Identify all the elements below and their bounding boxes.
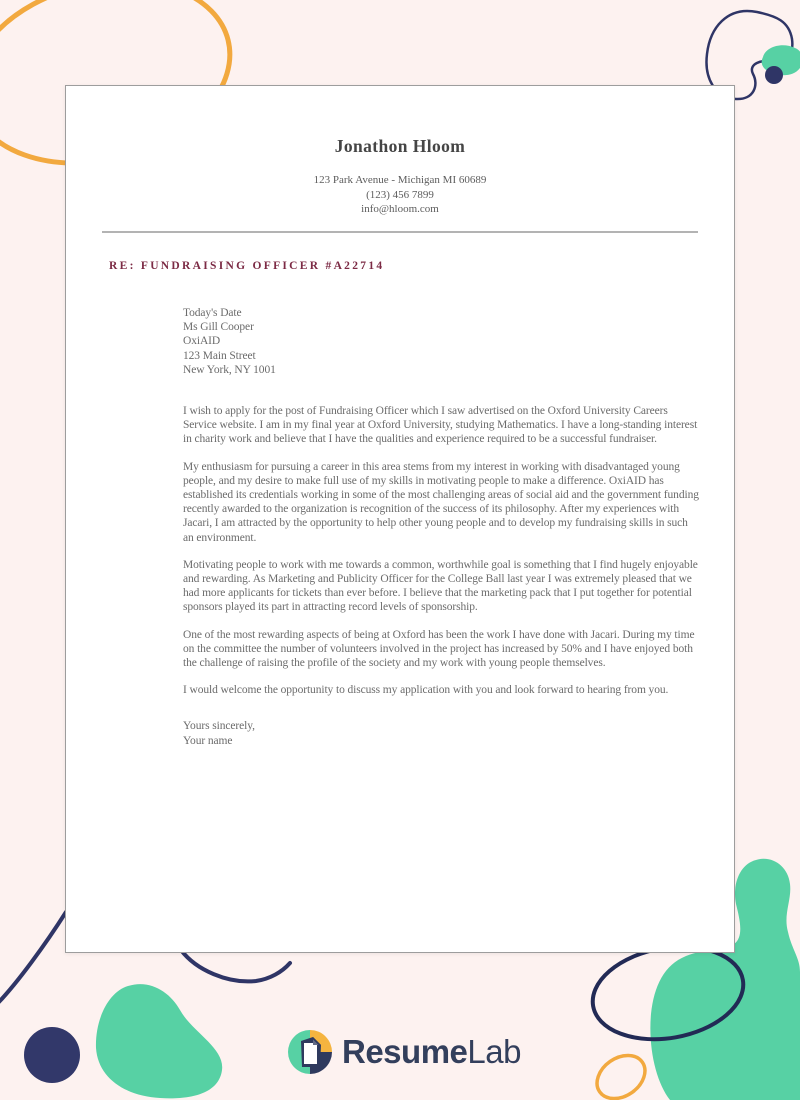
yellow-egg-outline xyxy=(589,1047,653,1100)
letter-paragraph: One of the most rewarding aspects of being at Oxford has been the work I have done with Jacari. During my time on the committee the number of volunteers involved in the project has increased by 50% and I have enjoyed both the challenge of raising the profile of the society and my work with young people themselves. xyxy=(183,628,695,670)
recipient-line: Ms Gill Cooper xyxy=(183,321,254,334)
recipient-line: Today's Date xyxy=(183,307,242,319)
logo-text-bold: Resume xyxy=(342,1033,468,1070)
closing-line: Yours sincerely, xyxy=(183,720,255,733)
recipient-line: OxiAID xyxy=(183,335,221,348)
logo-text-light: Lab xyxy=(467,1033,521,1070)
teal-blob-bottom-left xyxy=(96,984,222,1098)
letter-paragraph: I wish to apply for the post of Fundraising Officer which I saw advertised on the Oxford University Careers Service website. I am in my final year at Oxford University, studying Mathematics. I have a long-standing interest in charity work and believe that I have the qualities and experience required to be a successful fundraiser. xyxy=(183,405,698,446)
navy-dot xyxy=(765,66,783,84)
navy-arc-left xyxy=(0,912,66,1003)
contact-block xyxy=(66,173,734,217)
letter-body xyxy=(183,306,700,748)
recipient-block xyxy=(183,306,700,377)
letter-paragraph: Motivating people to work with me towards a common, worthwhile goal is something that I find hugely enjoyable and rewarding. As Marketing and Publicity Officer for the College Ball last year I was extremely pleased that we had more applicants for tickets than ever before. I believe that the marketing pack that I put together for potential sponsors played its part in attracting record levels of sponsorship. xyxy=(183,558,698,614)
letter-page xyxy=(65,85,735,953)
sender-name: Jonathon Hloom xyxy=(334,136,466,156)
resumelab-logo-icon xyxy=(287,1029,333,1075)
contact-phone: (123) 456 7899 xyxy=(366,188,434,201)
contact-address: 123 Park Avenue - Michigan MI 60689 xyxy=(313,174,487,186)
letter-paragraph: My enthusiasm for pursuing a career in this area stems from my interest in working with disadvantaged young people, and my desire to make full use of my skills in motivating people to make a difference. OxiAID has established its credentials working in some of the most challenging areas of social aid and the government funding recently awarded to the organization is recognition of the success of its philosophy. After my experiences with Jacari, I am attracted by the opportunity to help other young people and to develop my fundraising skills in such an environment. xyxy=(183,460,699,544)
closing-line: Your name xyxy=(183,734,233,747)
contact-email: info@hloom.com xyxy=(361,203,439,215)
resumelab-logo-text xyxy=(342,1033,521,1071)
letter-paragraph: I would welcome the opportunity to discuss my application with you and look forward to hearing from you. xyxy=(183,684,669,697)
letter-header xyxy=(66,136,734,217)
header-divider xyxy=(102,231,698,233)
subject-line: RE: FUNDRAISING OFFICER #A22714 xyxy=(109,260,385,272)
closing-block xyxy=(183,719,700,747)
recipient-line: New York, NY 1001 xyxy=(183,363,276,376)
navy-filled-circle xyxy=(24,1027,80,1083)
recipient-line: 123 Main Street xyxy=(183,349,256,362)
resumelab-logo[interactable] xyxy=(287,1026,521,1078)
navy-arc-under-paper xyxy=(181,950,290,981)
